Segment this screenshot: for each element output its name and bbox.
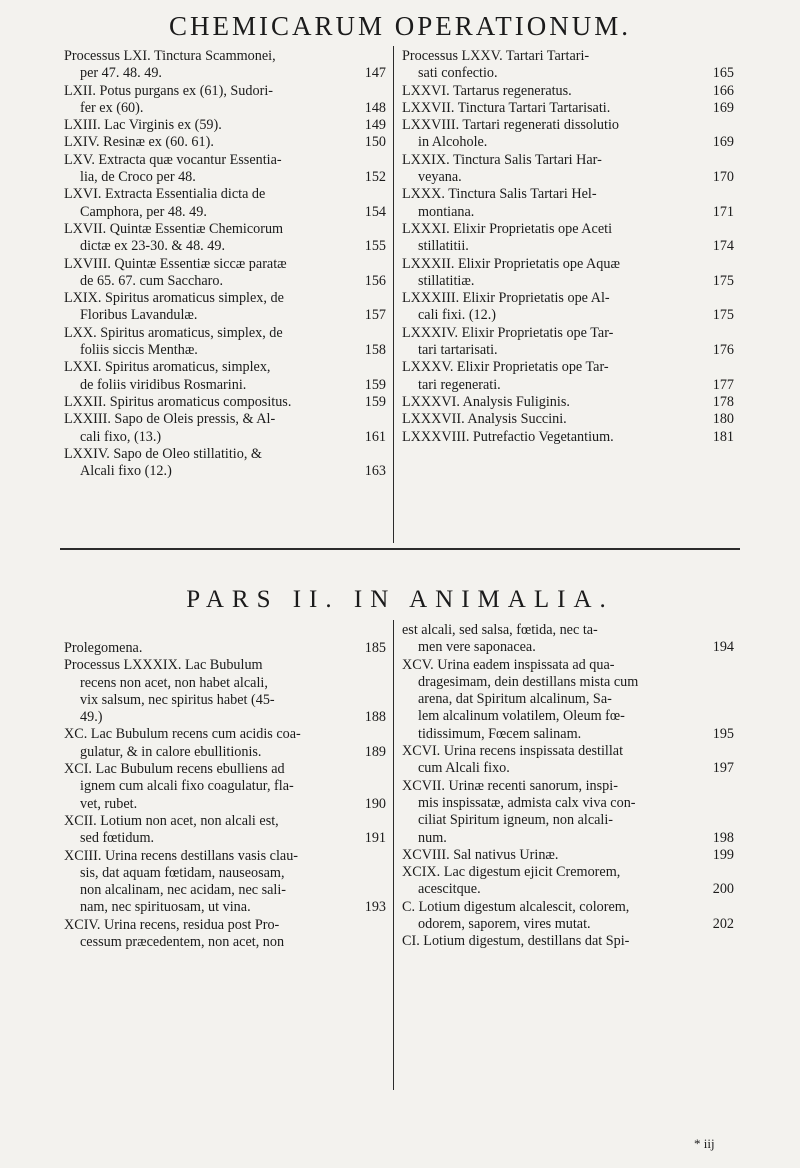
entry-text-line: Prolegomena. 185 <box>64 640 386 656</box>
page-number: 159 <box>364 393 386 410</box>
page-number: 150 <box>364 134 386 151</box>
entry-text-line: Processus LXI. Tinctura Scammonei, <box>64 48 276 64</box>
page-number: 193 <box>364 899 386 916</box>
index-column-top-right <box>402 48 734 446</box>
index-entry <box>402 778 734 847</box>
entry-text-line: mis inspissatæ, admista calx viva con- <box>418 794 636 811</box>
entry-text-line: de 65. 67. cum Saccharo. 156 <box>80 272 386 289</box>
entry-text-line: veyana. 170 <box>418 169 734 186</box>
entry-text-line: est alcali, sed salsa, fœtida, nec ta- <box>402 622 598 638</box>
index-entry <box>64 325 386 360</box>
index-entry <box>402 411 734 428</box>
entry-text-line: foliis siccis Menthæ. 158 <box>80 342 386 359</box>
index-entry <box>402 933 734 950</box>
page-number: 189 <box>364 743 386 760</box>
page-number: 170 <box>712 169 734 186</box>
page-number: 165 <box>712 65 734 82</box>
entry-text-line: LXXVII. Tinctura Tartari Tartarisati. 169 <box>402 99 734 116</box>
index-column-top-left <box>64 48 386 480</box>
page-number: 163 <box>364 463 386 480</box>
entry-text-line: stillatitiæ. 175 <box>418 272 734 289</box>
index-entry <box>402 325 734 360</box>
entry-text-line: tari tartarisati. 176 <box>418 342 734 359</box>
page-number: 199 <box>712 846 734 863</box>
page-number: 200 <box>712 881 734 898</box>
index-entry <box>402 152 734 187</box>
index-column-bottom-right <box>402 622 734 951</box>
entry-text-line: LXXVI. Tartarus regeneratus. 166 <box>402 82 734 99</box>
index-entry <box>402 359 734 394</box>
index-entry <box>402 48 734 83</box>
page-number: 195 <box>712 725 734 742</box>
page-number: 181 <box>712 428 734 445</box>
index-entry <box>402 100 734 117</box>
entry-text-line: cali fixi. (12.) 175 <box>418 307 734 324</box>
entry-text-line: stillatitii. 174 <box>418 238 734 255</box>
entry-text-line: Processus LXXV. Tartari Tartari- <box>402 48 590 64</box>
entry-text-line: CI. Lotium digestum, destillans dat Spi- <box>402 933 630 950</box>
page-number: 154 <box>364 203 386 220</box>
entry-text-line: LXXX. Tinctura Salis Tartari Hel- <box>402 186 597 203</box>
entry-text-line: Camphora, per 48. 49. 154 <box>80 203 386 220</box>
entry-text-line: sati confectio. 165 <box>418 65 734 82</box>
entry-text-line: lem alcalinum volatilem, Oleum fœ- <box>418 708 625 725</box>
entry-text-line: cum Alcali fixo. 197 <box>418 760 734 777</box>
index-entry <box>64 290 386 325</box>
entry-text-line: per 47. 48. 49. 147 <box>80 65 386 82</box>
entry-text-line: tidissimum, Fœcem salinam. 195 <box>418 725 734 742</box>
page-number: 191 <box>364 830 386 847</box>
entry-text-line: LXIV. Resinæ ex (60. 61). 150 <box>64 134 386 151</box>
index-entry <box>64 256 386 291</box>
entry-text-line: LXXXV. Elixir Proprietatis ope Tar- <box>402 359 609 376</box>
index-entry <box>402 394 734 411</box>
index-entry <box>64 411 386 446</box>
entry-text-line: arena, dat Spiritum alcalinum, Sa- <box>418 691 612 708</box>
page-number: 202 <box>712 916 734 933</box>
page-number: 180 <box>712 411 734 428</box>
index-entry <box>402 847 734 864</box>
entry-text-line: LXXXVI. Analysis Fuliginis. 178 <box>402 393 734 410</box>
page-number: 178 <box>712 393 734 410</box>
entry-text-line: LXVIII. Quintæ Essentiæ siccæ paratæ <box>64 255 287 272</box>
entry-text-line: cali fixo, (13.) 161 <box>80 428 386 445</box>
index-entry <box>64 640 386 657</box>
entry-text-line: XCIX. Lac digestum ejicit Cremorem, <box>402 864 621 881</box>
index-entry <box>64 917 386 952</box>
entry-text-line: LXXIV. Sapo de Oleo stillatitio, & <box>64 445 262 462</box>
index-entry <box>402 899 734 934</box>
entry-text-line: de foliis viridibus Rosmarini. 159 <box>80 376 386 393</box>
signature-mark: * iij <box>694 1136 715 1151</box>
page-number: 147 <box>364 65 386 82</box>
entry-text-line: non alcalinam, nec acidam, nec sali- <box>80 882 287 899</box>
entry-text-line: XCVIII. Sal nativus Urinæ. 199 <box>402 846 734 863</box>
entry-text-line: in Alcohole. 169 <box>418 134 734 151</box>
page-number: 158 <box>364 342 386 359</box>
index-entry <box>64 221 386 256</box>
entry-text-line: XCIII. Urina recens destillans vasis clau- <box>64 847 299 864</box>
entry-text-line: odorem, saporem, vires mutat. 202 <box>418 916 734 933</box>
index-entry <box>64 186 386 221</box>
page-number: 169 <box>712 99 734 116</box>
entry-text-line: dragesimam, dein destillans mista cum <box>418 673 639 690</box>
entry-text-line: LXIII. Lac Virginis ex (59). 149 <box>64 117 386 134</box>
index-entry <box>64 848 386 917</box>
page-number: 159 <box>364 376 386 393</box>
entry-text-line: dictæ ex 23-30. & 48. 49. 155 <box>80 238 386 255</box>
entry-text-line: 49.) 188 <box>80 709 386 726</box>
page-number: 198 <box>712 829 734 846</box>
page-number: 185 <box>364 640 386 656</box>
index-entry <box>402 221 734 256</box>
index-entry <box>402 743 734 778</box>
entry-text-line: LXXXI. Elixir Proprietatis ope Aceti <box>402 220 613 237</box>
entry-text-line: fer ex (60). 148 <box>80 99 386 116</box>
entry-text-line: XCVI. Urina recens inspissata destillat <box>402 743 624 760</box>
entry-text-line: LXXII. Spiritus aromaticus compositus. 159 <box>64 393 386 410</box>
page-number: 171 <box>712 203 734 220</box>
index-entry <box>64 394 386 411</box>
entry-text-line: vet, rubet. 190 <box>80 795 386 812</box>
index-entry <box>402 864 734 899</box>
page-number: 149 <box>364 117 386 134</box>
index-entry <box>402 186 734 221</box>
entry-text-line: vix salsum, nec spiritus habet (45- <box>80 691 275 708</box>
entry-text-line: men vere saponacea. 194 <box>418 639 734 656</box>
page-number: 177 <box>712 376 734 393</box>
page-number: 161 <box>364 428 386 445</box>
entry-text-line: XCV. Urina eadem inspissata ad qua- <box>402 656 615 673</box>
entry-text-line: cessum præcedentem, non acet, non <box>80 934 285 951</box>
section-rule <box>60 548 740 550</box>
index-entry <box>402 429 734 446</box>
entry-text-line: sed fœtidum. 191 <box>80 830 386 847</box>
page-number: 194 <box>712 639 734 656</box>
entry-text-line: XCVII. Urinæ recenti sanorum, inspi- <box>402 777 618 794</box>
entry-text-line: nam, nec spirituosam, ut vina. 193 <box>80 899 386 916</box>
entry-text-line: num. 198 <box>418 829 734 846</box>
index-entry <box>402 657 734 743</box>
page-number: 174 <box>712 238 734 255</box>
entry-text-line: Floribus Lavandulæ. 157 <box>80 307 386 324</box>
page-number: 176 <box>712 342 734 359</box>
index-entry <box>64 359 386 394</box>
entry-text-line: C. Lotium digestum alcalescit, colorem, <box>402 898 630 915</box>
index-entry <box>402 290 734 325</box>
column-divider-top <box>393 46 394 543</box>
index-entry <box>64 446 386 481</box>
column-divider-bottom <box>393 620 394 1090</box>
entry-text-line: gulatur, & in calore ebullitionis. 189 <box>80 743 386 760</box>
page-number: 155 <box>364 238 386 255</box>
entry-text-line: Alcali fixo (12.) 163 <box>80 463 386 480</box>
index-entry <box>64 83 386 118</box>
page-number: 190 <box>364 795 386 812</box>
entry-text-line: acescitque. 200 <box>418 881 734 898</box>
index-column-bottom-left <box>64 640 386 951</box>
running-head: CHEMICARUM OPERATIONUM. <box>168 11 632 41</box>
section-title: PARS II. IN ANIMALIA. <box>186 586 614 613</box>
entry-text-line: ignem cum alcali fixo coagulatur, fla- <box>80 778 294 795</box>
page-number: 188 <box>364 709 386 726</box>
page-number: 156 <box>364 272 386 289</box>
entry-text-line: XCI. Lac Bubulum recens ebulliens ad <box>64 761 285 778</box>
page-number: 157 <box>364 307 386 324</box>
index-entry <box>64 134 386 151</box>
page-number: 175 <box>712 272 734 289</box>
entry-text-line: sis, dat aquam fœtidam, nauseosam, <box>80 864 285 881</box>
entry-text-line: LXIX. Spiritus aromaticus simplex, de <box>64 290 284 307</box>
index-entry <box>402 622 734 657</box>
entry-text-line: XCII. Lotium non acet, non alcali est, <box>64 812 279 829</box>
index-entry <box>64 813 386 848</box>
page-number: 148 <box>364 99 386 116</box>
entry-text-line: LXXXIII. Elixir Proprietatis ope Al- <box>402 290 610 307</box>
index-entry <box>64 152 386 187</box>
entry-text-line: LXXIX. Tinctura Salis Tartari Har- <box>402 151 602 168</box>
index-entry <box>402 256 734 291</box>
entry-text-line: LXXIII. Sapo de Oleis pressis, & Al- <box>64 411 276 428</box>
entry-text-line: LXVI. Extracta Essentialia dicta de <box>64 186 266 203</box>
index-entry <box>64 761 386 813</box>
entry-text-line: tari regenerati. 177 <box>418 376 734 393</box>
page-number: 166 <box>712 82 734 99</box>
entry-text-line: LXXXVII. Analysis Succini. 180 <box>402 411 734 428</box>
entry-text-line: LXII. Potus purgans ex (61), Sudori- <box>64 82 273 99</box>
page-number: 197 <box>712 760 734 777</box>
entry-text-line: LXX. Spiritus aromaticus, simplex, de <box>64 324 283 341</box>
entry-text-line: ciliat Spiritum igneum, non alcali- <box>418 812 614 829</box>
entry-text-line: LXXVIII. Tartari regenerati dissolutio <box>402 117 620 134</box>
index-entry <box>402 83 734 100</box>
entry-text-line: LXXI. Spiritus aromaticus, simplex, <box>64 359 271 376</box>
entry-text-line: Processus LXXXIX. Lac Bubulum <box>64 657 263 674</box>
index-entry <box>64 117 386 134</box>
index-entry <box>64 657 386 726</box>
page-number: 152 <box>364 169 386 186</box>
entry-text-line: LXV. Extracta quæ vocantur Essentia- <box>64 151 282 168</box>
index-entry <box>64 726 386 761</box>
index-entry <box>64 48 386 83</box>
entry-text-line: XC. Lac Bubulum recens cum acidis coa- <box>64 726 301 743</box>
page-number: 175 <box>712 307 734 324</box>
entry-text-line: recens non acet, non habet alcali, <box>80 674 268 691</box>
entry-text-line: LXXXII. Elixir Proprietatis ope Aquæ <box>402 255 620 272</box>
entry-text-line: LXXXIV. Elixir Proprietatis ope Tar- <box>402 324 614 341</box>
entry-text-line: montiana. 171 <box>418 203 734 220</box>
entry-text-line: LXXXVIII. Putrefactio Vegetantium. 181 <box>402 428 734 445</box>
page-number: 169 <box>712 134 734 151</box>
index-entry <box>402 117 734 152</box>
entry-text-line: LXVII. Quintæ Essentiæ Chemicorum <box>64 220 284 237</box>
entry-text-line: lia, de Croco per 48. 152 <box>80 169 386 186</box>
entry-text-line: XCIV. Urina recens, residua post Pro- <box>64 916 280 933</box>
